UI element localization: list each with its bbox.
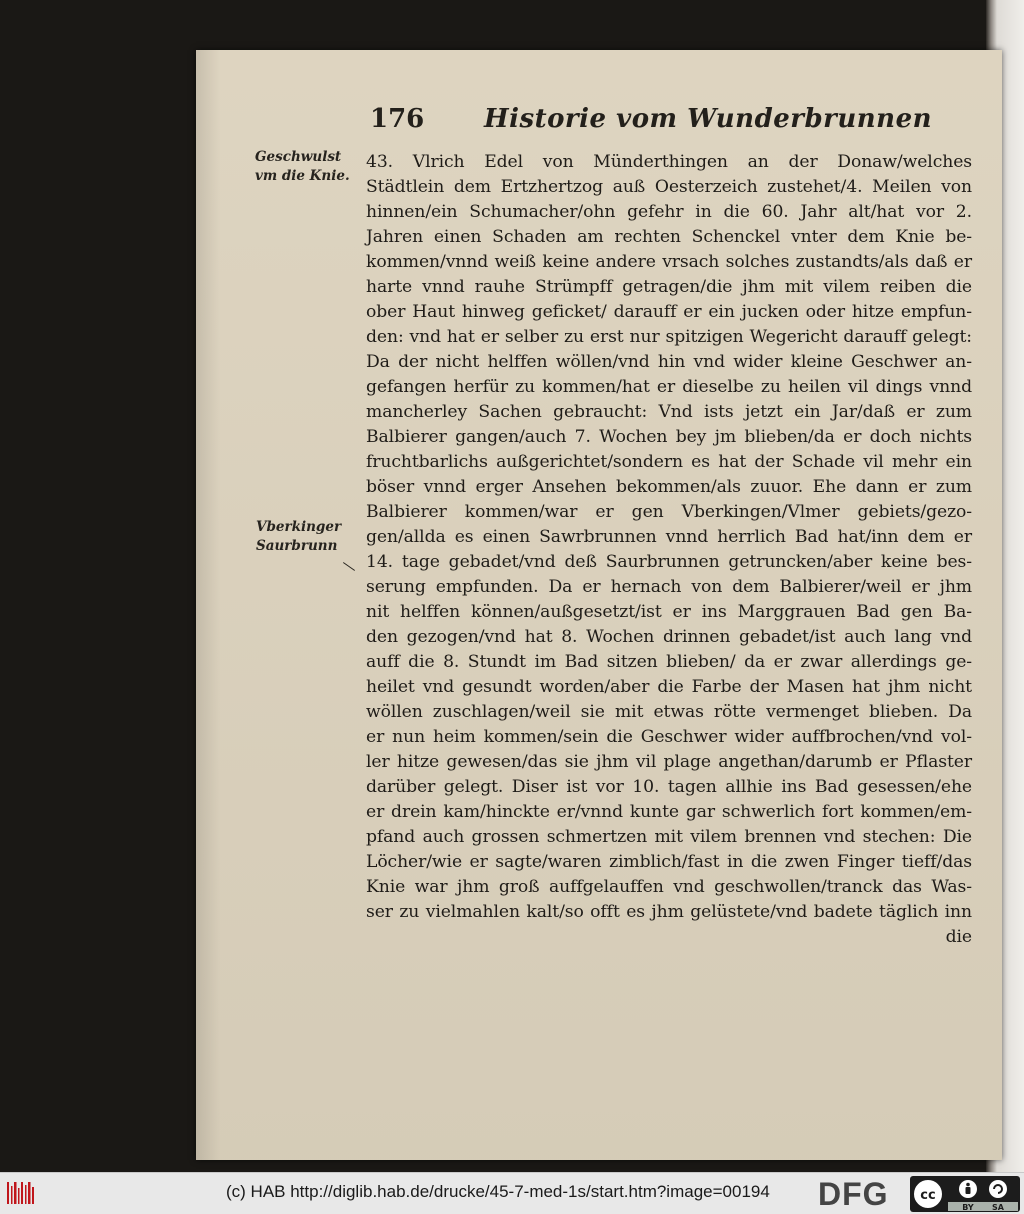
body-line: Löcher/wie er sagte/waren zimblich/fast in die zwen Finger tieff/das: [366, 852, 972, 872]
body-line: Knie war jhm groß auffgelauffen vnd geschwollen/tranck das Was-: [366, 877, 972, 897]
body-line: Da der nicht helffen wöllen/vnd hin vnd wider kleine Geschwer an-: [366, 352, 972, 372]
body-line: 14. tage gebadet/vnd deß Saurbrunnen getruncken/aber keine bes-: [366, 552, 972, 572]
body-line: heilet vnd gesundt worden/aber die Farbe der Masen hat jhm nicht: [366, 677, 972, 697]
sa-label: SA: [992, 1203, 1004, 1212]
page-number: 176: [370, 104, 425, 134]
margin-note-line: Geschwulst: [255, 149, 342, 165]
body-line: wöllen zuschlagen/weil sie mit etwas rötte vermenget blieben. Da: [366, 702, 972, 722]
barcode-icon: [6, 1178, 36, 1208]
dfg-logo: DFG: [818, 1176, 889, 1212]
body-line: den: vnd hat er selber zu erst nur spitzigen Wegericht darauff gelegt:: [366, 327, 972, 347]
body-line: ober Haut hinweg geficket/ darauff er ein jucken oder hitze empfun-: [366, 302, 972, 322]
cc-label: cc: [920, 1188, 936, 1203]
body-line: ser zu vielmahlen kalt/so offt es jhm gelüstete/vnd badete täglich inn: [366, 902, 972, 922]
page-header: [364, 104, 933, 144]
body-line: Städtlein dem Ertzhertzog auß Oesterzeich zustehet/4. Meilen von: [366, 177, 972, 197]
body-line: pfand auch grossen schmertzen mit vilem brennen vnd stechen: Die: [366, 827, 972, 847]
body-line: die: [945, 927, 972, 947]
margin-note-spring: [256, 518, 341, 556]
body-line: gefangen herfür zu kommen/hat er dieselbe zu heilen vil dings vnnd: [366, 377, 972, 397]
cc-by-sa-icon[interactable]: [910, 1176, 1020, 1212]
body-line: böser vnnd erger Ansehen bekommen/als zuuor. Ehe dann er zum: [366, 477, 972, 497]
body-line: Balbierer kommen/war er gen Vberkingen/Vlmer gebiets/gezo-: [366, 502, 972, 522]
body-line: Balbierer gangen/auch 7. Wochen bey jm blieben/da er doch nichts: [366, 427, 972, 447]
body-line: 43. Vlrich Edel von Münderthingen an der Donaw/welches: [366, 152, 972, 172]
body-line: den gezogen/vnd hat 8. Wochen drinnen gebadet/ist auch lang vnd: [366, 627, 972, 647]
body-line: er nun heim kommen/sein die Geschwer wider auffbrochen/vnd vol-: [366, 727, 972, 747]
body-line: kommen/vnnd weiß keine andere vrsach solches zustandts/als daß er: [366, 252, 972, 272]
body-line: nit helffen können/außgesetzt/ist er ins Marggrauen Bad gen Ba-: [366, 602, 972, 622]
by-label: BY: [962, 1203, 974, 1212]
body-line: fruchtbarlichs außgerichtet/sondern es hat der Schade vil mehr ein: [366, 452, 972, 472]
margin-note-line: Saurbrunn: [256, 538, 338, 554]
body-line: hinnen/ein Schumacher/ohn gefehr in die 60. Jahr alt/hat vor 2.: [366, 202, 972, 222]
body-text: [366, 150, 972, 950]
body-line: gen/allda es einen Sawrbrunnen vnnd herrlich Bad hat/inn dem er: [366, 527, 972, 547]
body-line: ler hitze gewesen/das sie jhm vil plage angethan/darumb er Pflaster: [366, 752, 972, 772]
margin-note-line: vm die Knie.: [255, 168, 350, 184]
body-line: er drein kam/hinckte er/vnnd kunte gar schwerlich fort kommen/em-: [366, 802, 972, 822]
running-title: Historie vom Wunderbrunnen: [484, 104, 933, 134]
copyright-link[interactable]: (c) HAB http://diglib.hab.de/drucke/45-7-med-1s/start.htm?image=00194: [226, 1182, 770, 1201]
margin-note-swelling: [255, 148, 350, 186]
body-line: mancherley Sachen gebraucht: Vnd ists jetzt ein Jar/daß er zum: [366, 402, 972, 422]
body-line: Jahren einen Schaden am rechten Schenckel vnter dem Knie be-: [366, 227, 972, 247]
body-line: auff die 8. Stundt im Bad sitzen blieben/ da er zwar allerdings ge-: [366, 652, 972, 672]
margin-note-line: Vberkinger: [256, 519, 342, 535]
footer-bar: [0, 1172, 1024, 1214]
body-line: harte vnnd rauhe Strümpff getragen/die jhm mit vilem reiben die: [366, 277, 972, 297]
body-line: serung empfunden. Da er hernach von dem Balbierer/weil er jhm: [366, 577, 972, 597]
body-line: darüber gelegt. Diser ist vor 10. tagen allhie ins Bad gesessen/ehe: [366, 777, 972, 797]
